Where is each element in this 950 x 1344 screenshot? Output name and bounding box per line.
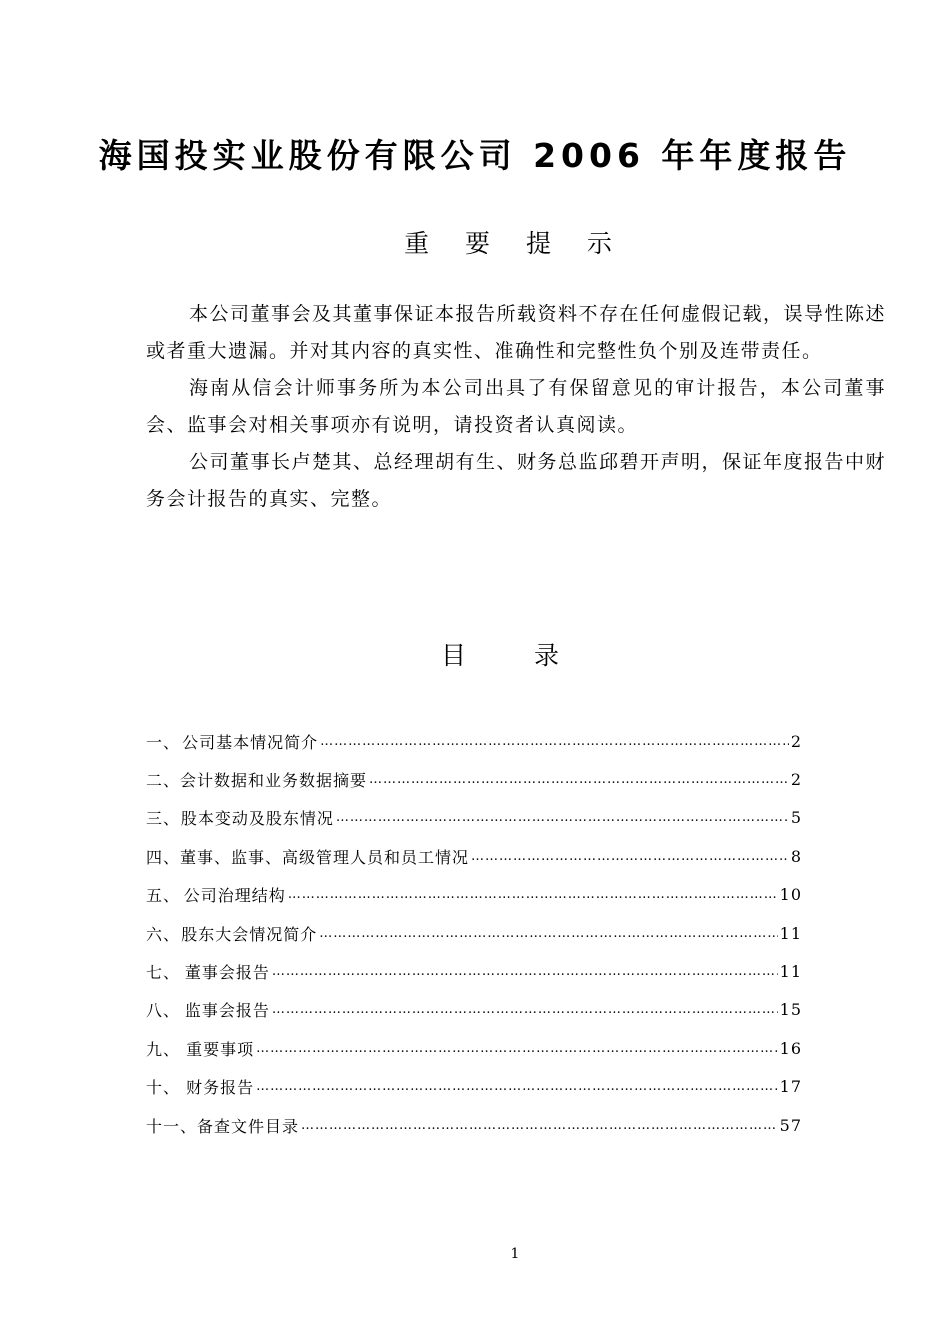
toc-entry-page: 2: [790, 770, 802, 790]
toc-entry-page: 57: [779, 1115, 802, 1135]
toc-entry[interactable]: [146, 799, 806, 837]
toc-entry-label: 财务报告: [186, 1078, 255, 1098]
toc-entry-label: 会计数据和业务数据摘要: [180, 771, 368, 791]
toc-dot-leader: [319, 926, 777, 941]
toc-entry[interactable]: [146, 1106, 806, 1144]
toc-entry[interactable]: [146, 837, 806, 875]
toc-entry[interactable]: [146, 914, 806, 952]
toc-entry-number: 三、: [146, 809, 181, 829]
toc-entry-label: 股东大会情况简介: [181, 924, 318, 944]
toc-entry[interactable]: [146, 991, 806, 1029]
toc-entry-label: 备查文件目录: [197, 1116, 300, 1136]
toc-dot-leader: [369, 772, 789, 787]
toc-entry-number: 二、: [146, 771, 181, 791]
toc-dot-leader: [272, 1002, 778, 1017]
notice-paragraph: 海南从信会计师事务所为本公司出具了有保留意见的审计报告，本公司董事会、监事会对相关事项亦有说明，请投资者认真阅读。: [146, 377, 886, 436]
toc-entry[interactable]: [146, 760, 806, 798]
toc-entry-page: 17: [779, 1077, 802, 1097]
toc-entry-label: 监事会报告: [184, 1001, 270, 1021]
notice-paragraphs: [146, 296, 886, 518]
toc-entry-label: 公司基本情况简介: [182, 732, 319, 752]
toc-entry[interactable]: [146, 876, 806, 914]
notice-paragraph: 公司董事长卢楚其、总经理胡有生、财务总监邱碧开声明，保证年度报告中财务会计报告的真实、完整。: [146, 451, 887, 510]
toc-entry-number: 七、: [146, 963, 181, 983]
toc-entry-number: 五、: [146, 886, 181, 906]
toc-entry-number: 一、: [146, 732, 181, 752]
toc-dot-leader: [320, 734, 789, 749]
toc-entry-page: 10: [779, 885, 802, 905]
toc-entry-page: 11: [779, 962, 802, 982]
toc-entry-page: 2: [790, 731, 802, 751]
toc-entry-page: 15: [779, 1000, 802, 1020]
toc-entry-page: 5: [790, 808, 802, 828]
toc-entry-label: 股本变动及股东情况: [180, 809, 334, 829]
toc-entry-number: 十一、: [146, 1116, 198, 1136]
toc-entry-number: 六、: [146, 924, 181, 944]
notice-heading: 重 要 提 示: [404, 229, 626, 258]
toc-dot-leader: [256, 1079, 778, 1094]
toc-entry-label: 董事、监事、高级管理人员和员工情况: [180, 847, 470, 867]
toc-entry[interactable]: [146, 722, 806, 760]
toc-dot-leader: [272, 964, 778, 979]
page-number: 1: [510, 1246, 520, 1262]
toc-entry-number: 十、: [146, 1078, 181, 1098]
page-title: 海国投实业股份有限公司 2006 年年度报告: [98, 136, 852, 175]
toc-dot-leader: [288, 887, 778, 902]
toc-dot-leader: [256, 1041, 778, 1056]
toc-entry-page: 16: [779, 1038, 802, 1058]
toc-dot-leader: [336, 810, 789, 825]
toc-entry-page: 11: [779, 923, 802, 943]
toc-entry-number: 四、: [146, 847, 181, 867]
toc-entry-number: 八、: [146, 1001, 181, 1021]
toc-entry[interactable]: [146, 1068, 806, 1106]
toc-dot-leader: [471, 849, 789, 864]
toc-entry-label: 重要事项: [186, 1039, 255, 1059]
notice-paragraph: 本公司董事会及其董事保证本报告所载资料不存在任何虚假记载，误导性陈述或者重大遗漏。并对其内容的真实性、准确性和完整性负个别及连带责任。: [146, 303, 887, 362]
toc-entry-label: 董事会报告: [184, 963, 270, 983]
toc-entry-label: 公司治理结构: [183, 886, 286, 906]
toc-entry-page: 8: [790, 846, 802, 866]
table-of-contents: [146, 722, 806, 1144]
toc-heading: 目 录: [441, 641, 589, 670]
toc-entry[interactable]: [146, 1029, 806, 1067]
toc-dot-leader: [301, 1118, 778, 1133]
toc-entry-number: 九、: [146, 1039, 181, 1059]
toc-entry[interactable]: [146, 952, 806, 990]
